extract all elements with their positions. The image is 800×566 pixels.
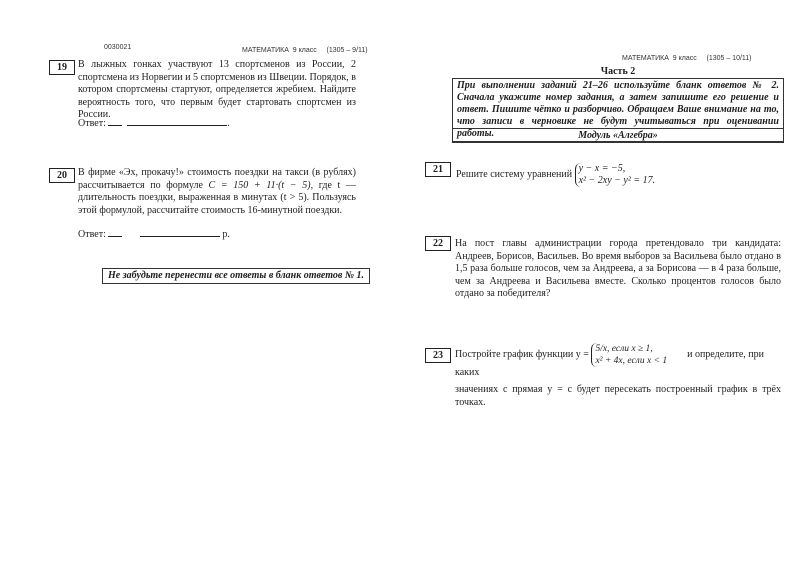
answer-field-19[interactable] — [127, 117, 227, 126]
instructions-box: При выполнении заданий 21–26 используйте бланк ответов № 2. Сначала укажите номер задания, а затем запишите его решение и ответ. Пишите чётко и разборчиво. Обращаем Ваше внимание на то, что записи в черновике не будут учитываться при оценивании работы. — [452, 78, 784, 142]
header-grade: 9 класс — [672, 55, 697, 62]
question-number-22: 22 — [425, 236, 451, 251]
answer-field-20[interactable] — [140, 228, 220, 237]
question-21-text: Решите систему уравнений y − x = −5, x² − 2xy − y² = 17. — [456, 163, 656, 186]
question-number-21: 21 — [425, 162, 451, 177]
part-title: Часть 2 — [600, 66, 636, 77]
question-20-answer: Ответ: р. — [78, 229, 230, 240]
document-code: 0030021 — [104, 44, 132, 51]
header-grade: 9 класс — [292, 47, 317, 54]
piecewise-function: 5/x, если x ≥ 1, x² + 4x, если x < 1 — [591, 343, 667, 367]
header-page: (1305 – 10/11) — [706, 55, 752, 62]
question-number-20: 20 — [49, 168, 75, 183]
formula: C = 150 + 11·(t − 5), — [208, 179, 314, 191]
answer-label: Ответ: — [78, 118, 106, 129]
header-subject: МАТЕМАТИКА — [242, 47, 289, 54]
reminder-box: Не забудьте перенести все ответы в бланк ответов № 1. — [102, 268, 370, 284]
header-page: (1305 – 9/11) — [326, 47, 368, 54]
left-header — [242, 47, 368, 54]
header-subject: МАТЕМАТИКА — [622, 55, 669, 62]
question-23-text: Постройте график функции y = 5/x, если x ≥ 1, x² + 4x, если x < 1 и определите, при каких значениях c прямая y = c будет пересекать построенный график в трёх точках. — [455, 344, 781, 408]
question-20-text: В фирме «Эх, прокачу!» стоимость поездки на такси (в рублях) рассчитывается по формуле C = 150 + 11·(t − 5), где t — длительность поездки, выраженная в минутах (t > 5). Пользуясь этой формулой, рассчитайте стоимость 16-минутной поездки. — [78, 167, 356, 216]
question-22-text: На пост главы администрации города претендовало три кандидата: Андреев, Борисов, Васильев. Во время выборов за Васильева было отдано в 1,5 раза больше голосов, чем за Андреева, а за Борисова — в 4 раза больше, чем за Андреева и Васильева вместе. Сколько процентов голосов было отдано за победителя? — [455, 238, 781, 299]
question-19-text: В лыжных гонках участвуют 13 спортсменов из России, 2 спортсмена из Норвегии и 5 спортсменов из Швеции. Порядок, в котором спортсмены стартуют, определяется жребием. Найдите вероятность того, что первым будет стартовать спортсмен из России. — [78, 59, 356, 120]
question-19-answer: Ответ: . — [78, 118, 230, 129]
module-title: Модуль «Алгебра» — [452, 128, 784, 143]
right-header — [622, 55, 752, 62]
question-number-23: 23 — [425, 348, 451, 363]
equation-system: y − x = −5, x² − 2xy − y² = 17. — [575, 163, 656, 187]
question-number-19: 19 — [49, 60, 75, 75]
answer-label: Ответ: — [78, 229, 106, 240]
